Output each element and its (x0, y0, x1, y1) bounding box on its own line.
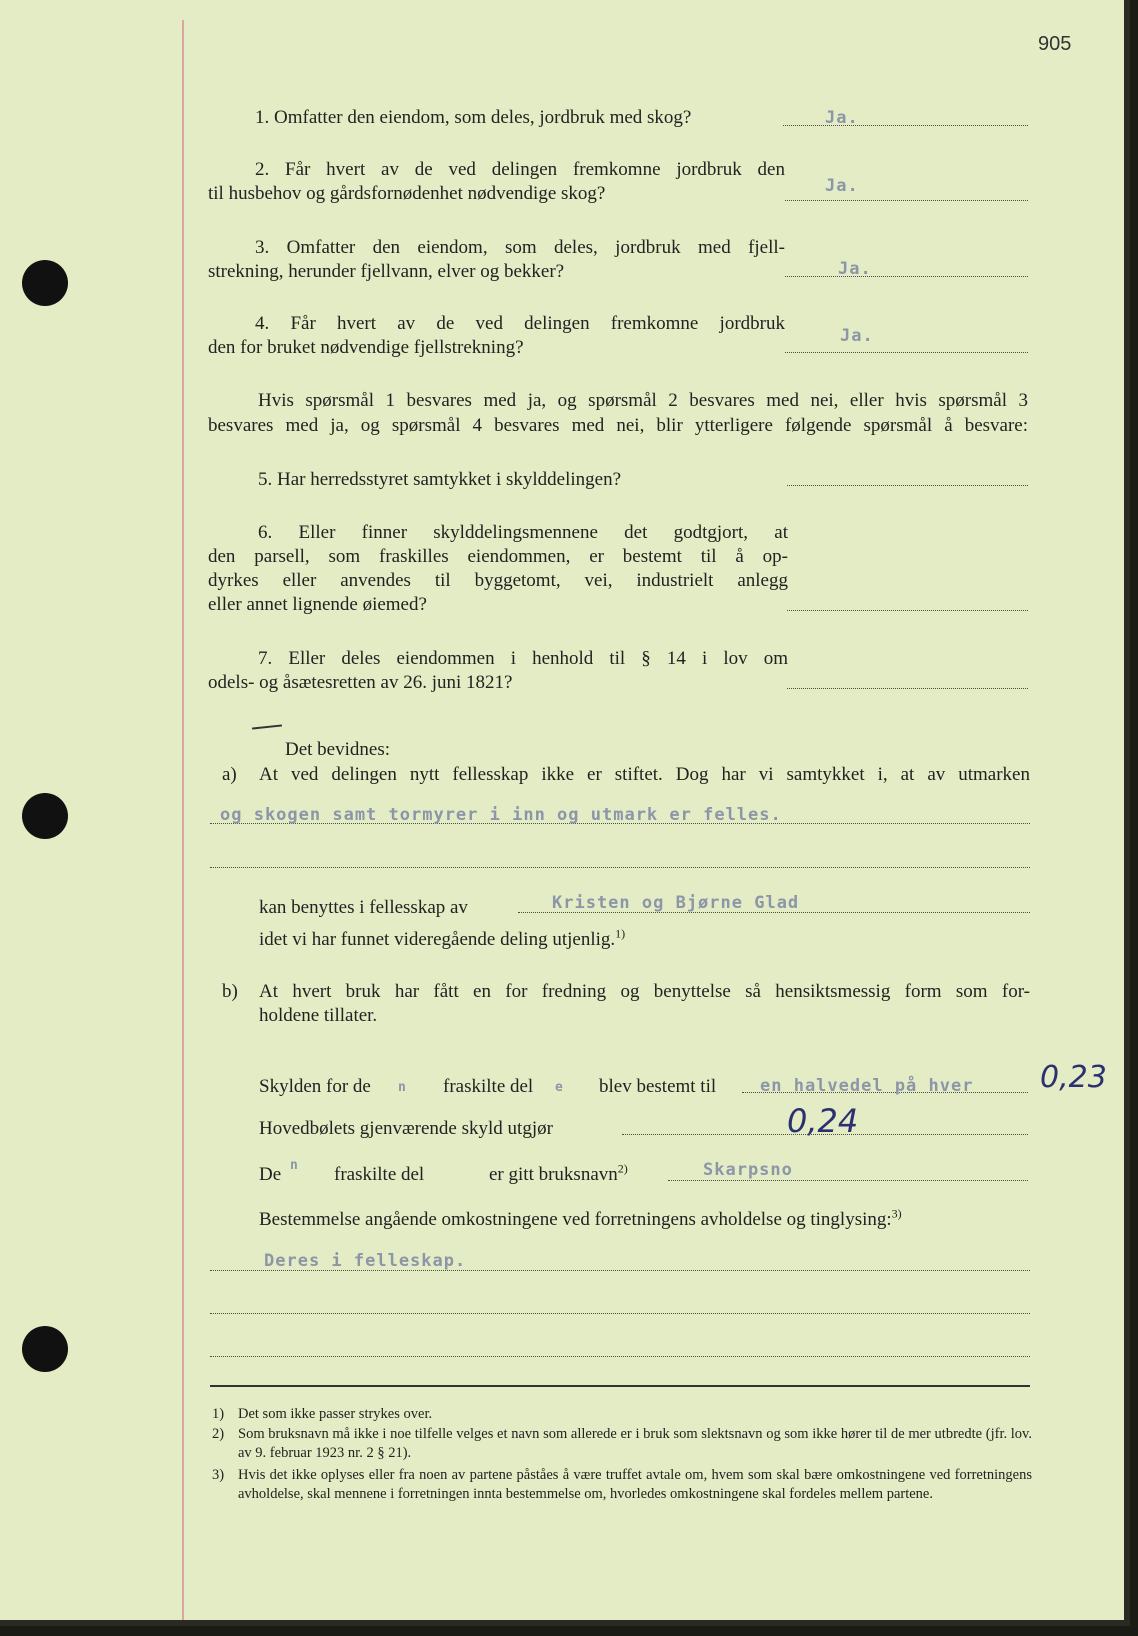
item-a-typed: og skogen samt tormyrer i inn og utmark er felles. (220, 805, 782, 825)
answer-line (787, 688, 1028, 689)
question-4-line2: den for bruket nødvendige fjellstrekning? (208, 337, 524, 358)
bevidnes-heading: Det bevidnes: (285, 739, 391, 760)
footnote-separator (210, 1385, 1030, 1387)
item-b-line1: At hvert bruk har fått en for fredning og benyttelse så hensiktsmessig form som for- (259, 981, 1030, 1002)
skylden-handwritten: 0,23 (1040, 1060, 1107, 1095)
benyttes-label: kan benyttes i fellesskap av (259, 897, 468, 918)
answer-line (787, 485, 1028, 486)
skylden-typed-n: n (398, 1080, 407, 1095)
benyttes-typed: Kristen og Bjørne Glad (552, 893, 800, 913)
answer-line (210, 1356, 1030, 1357)
de-typed-n: n (290, 1158, 299, 1173)
answer-line (210, 1313, 1030, 1314)
bruksnavn-label: er gitt bruksnavn$^{2)}$ (489, 1161, 628, 1185)
answer-line (785, 276, 1028, 277)
answer-line (785, 352, 1028, 353)
punch-hole (22, 1326, 68, 1372)
answer-1: Ja. (825, 108, 859, 128)
answer-line (668, 1180, 1028, 1181)
answer-3: Ja. (838, 259, 872, 279)
question-3-line2: strekning, herunder fjellvann, elver og bekker? (208, 261, 565, 282)
question-6-line2: den parsell, som fraskilles eiendommen, er bestemt til å op- (208, 546, 788, 567)
hovedbol-value: 0,24 (787, 1102, 859, 1140)
fraskilte-del-label: fraskilte del (334, 1164, 425, 1185)
idet-text: idet vi har funnet videregående deling utjenlig.$^{1)}$ (259, 926, 626, 950)
question-7-line2: odels- og åsætesretten av 26. juni 1821? (208, 672, 513, 693)
condition-line2: besvares med ja, og spørsmål 4 besvares med nei, blir ytterligere følgende spørsmål å besvare: (208, 415, 1028, 436)
bruksnavn-typed: Skarpsno (703, 1160, 793, 1180)
item-a-marker: a) (222, 764, 237, 785)
question-6-line3: dyrkes eller anvendes til byggetomt, vei, industrielt anlegg (208, 570, 788, 591)
hovedbol-label: Hovedbølets gjenværende skyld utgjør (259, 1118, 553, 1139)
question-5: 5. Har herredsstyret samtykket i skylddelingen? (258, 469, 622, 490)
answer-4: Ja. (840, 326, 874, 346)
fraskilte-label: fraskilte del (443, 1076, 534, 1097)
question-6-line1: 6. Eller finner skylddelingsmennene det godtgjort, at (258, 522, 788, 543)
answer-line (783, 125, 1028, 126)
item-b-line2: holdene tillater. (259, 1005, 378, 1026)
page-number: 905 (1038, 33, 1072, 55)
question-2-line1: 2. Får hvert av de ved delingen fremkomne jordbruk den (255, 159, 785, 180)
condition-line1: Hvis spørsmål 1 besvares med ja, og spørsmål 2 besvares med nei, eller hvis spørsmål 3 (258, 390, 1028, 411)
item-b-marker: b) (222, 981, 238, 1002)
question-7-line1: 7. Eller deles eiendommen i henhold til § 14 i lov om (258, 648, 788, 669)
punch-hole (22, 793, 68, 839)
skylden-label: Skylden for de (259, 1076, 371, 1097)
bestemmelse-label: Bestemmelse angående omkostningene ved forretningens avholdelse og tinglysing:$^{3)}$ (259, 1206, 902, 1230)
question-3-line1: 3. Omfatter den eiendom, som deles, jordbruk med fjell- (255, 237, 785, 258)
de-label: De (259, 1164, 282, 1185)
question-6-line4: eller annet lignende øiemed? (208, 594, 427, 615)
punch-hole (22, 260, 68, 306)
bestemmelse-typed: Deres i felleskap. (264, 1251, 467, 1271)
dash-mark (252, 724, 282, 729)
margin-line (182, 20, 184, 1620)
answer-line (210, 867, 1030, 868)
question-1: 1. Omfatter den eiendom, som deles, jordbruk med skog? (255, 107, 692, 128)
question-2-line2: til husbehov og gårdsfornødenhet nødvendige skog? (208, 183, 606, 204)
fraskilte-typed-e: e (555, 1080, 564, 1095)
answer-line (787, 610, 1028, 611)
answer-line (785, 200, 1028, 201)
answer-2: Ja. (825, 176, 859, 196)
skylden-typed: en halvedel på hver (760, 1076, 974, 1096)
bestemt-label: blev bestemt til (599, 1076, 717, 1097)
item-a-text: At ved delingen nytt fellesskap ikke er stiftet. Dog har vi samtykket i, at av utmarken (259, 764, 1030, 785)
question-4-line1: 4. Får hvert av de ved delingen fremkomne jordbruk (255, 313, 785, 334)
document-page: 905 1. Omfatter den eiendom, som deles, jordbruk med skog? Ja. 2. Får hvert av de ved delingen fremkomne jordbruk den til husbehov og gårdsfornødenhet nødvendige skog? Ja. 3. Omfatter den eiendom, som deles, jordbruk med fjell- strekning, herunder fjellvann, elver og bekker? Ja. 4. Får hvert av de ved delingen fremkomne jordbruk den for bruket nødvendige fjellstrekning? Ja. Hvis spørsmål 1 besvares med ja, og spørsmål 2 besvares med nei, eller hvis spørsmål 3 besvares med ja, og spørsmål 4 besvares med nei, blir ytterligere følgende spørsmål å besvare: 5. Har herredsstyret samtykket i skylddelingen? 6. Eller finner skylddelingsmennene det godtgjort, at den parsell, som fraskilles eiendommen, er bestemt til å op- dyrkes eller anvendes til byggetomt, vei, industrielt anlegg eller annet lignende øiemed? 7. Eller deles eiendommen i henhold til § 14 i lov om odels- og åsætesretten av 26. juni 1821? Det bevidnes: a) At ved delingen nytt fellesskap ikke er stiftet. Dog har vi samtykket i, at av utmarken og skogen samt tormyrer i inn og utmark er felles. kan benyttes i fellesskap av Kristen og Bjørne Glad idet vi har funnet videregående deling utjenlig.$^{1)}$ b) At hvert bruk har fått en for fredning og benyttelse så hensiktsmessig form som for- holdene tillater. Skylden for de n fraskilte del e blev bestemt til en halvedel på hver 0,23 Hovedbølets gjenværende skyld utgjør 0,24 De n fraskilte del er gitt bruksnavn$^{2)}$ Skarpsno Bestemmelse angående omkostningene ved forretningens avholdelse og tinglysing:$^{3)}$ Deres i felleskap. 1) Det som ikke passer strykes over. 2) Som bruksnavn må ikke i noe tilfelle velges et navn som allerede er i bruk som slektsnavn og som ikke hører til de mer utbredte (jfr. lov. av 9. februar 1923 nr. 2 § 21). 3) Hvis det ikke oplyses eller fra noen av partene påståes å være truffet avtale om, hvem som skal bære omkostningene ved forretningens avholdelse, skal mennene i forretningen innta bestemmelse om, hvorledes omkostningene skal fordeles mellem partene. (0, 0, 1130, 1626)
